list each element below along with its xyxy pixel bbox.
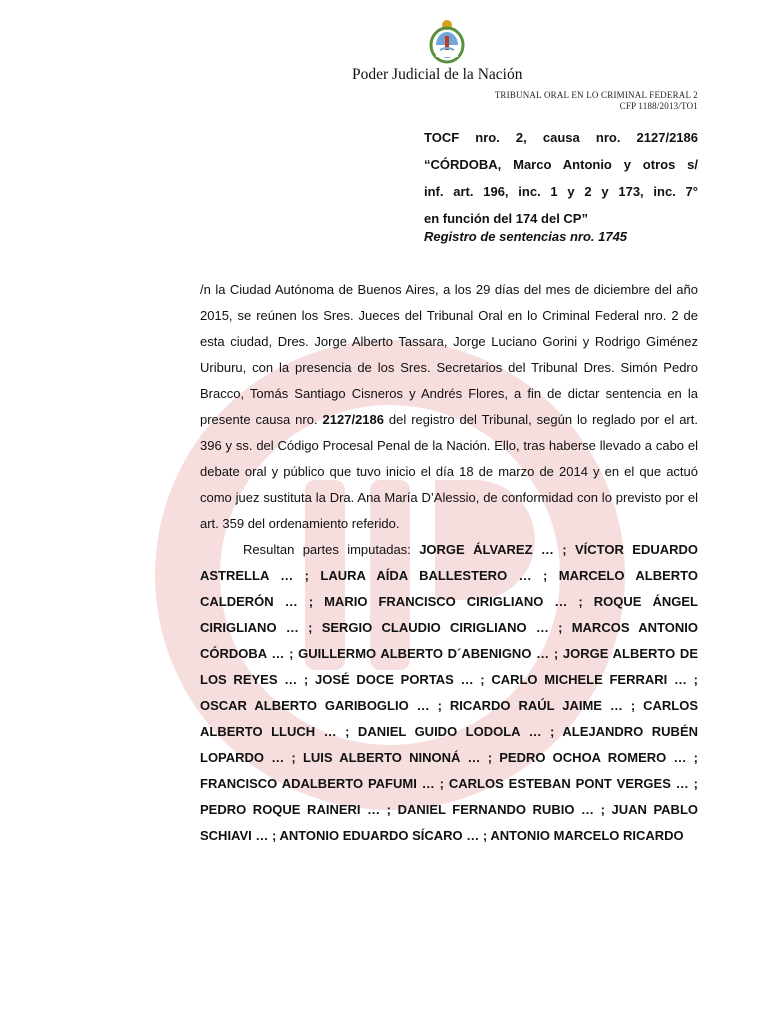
case-caption bbox=[424, 124, 698, 232]
registry-number: Registro de sentencias nro. 1745 bbox=[424, 229, 628, 244]
case-caption-line: inf. art. 196, inc. 1 y 2 y 173, inc. 7° bbox=[424, 184, 698, 199]
tribunal-name: TRIBUNAL ORAL EN LO CRIMINAL FEDERAL 2 bbox=[494, 90, 698, 100]
opening-paragraph bbox=[200, 277, 698, 537]
paragraph-text: del registro del Tribunal, según lo reglado por el art. 396 y ss. del Código Procesal Penal de la Nación. Ello, tras haberse llevado a cabo el debate oral y público que tuvo inicio el día 18 de marzo de 2014 y en el que actuó como juez sustituta la Dra. Ana María D’Alessio, de conformidad con lo previsto por el art. 359 del ordenamiento referido. bbox=[200, 412, 698, 531]
paragraph-text: /n la Ciudad Autónoma de Buenos Aires, a los 29 días del mes de diciembre del año 2015, se reúnen los Sres. Jueces del Tribunal Oral en lo Criminal Federal nro. 2 de esta ciudad, Dres. Jorge Alberto Tassara, Jorge Luciano Gorini y Rodrigo Giménez Uriburu, con la presencia de los Sres. Secretarios del Tribunal Dres. Simón Pedro Bracco, Tomás Santiago Cisneros y Andrés Flores, a fin de dictar sentencia en la presente causa nro. bbox=[200, 282, 698, 427]
defendants-list: JORGE ÁLVAREZ … ; VÍCTOR EDUARDO ASTRELLA … ; LAURA AÍDA BALLESTERO … ; MARCELO ALBERTO CALDERÓN … ; MARIO FRANCISCO CIRIGLIANO … ; ROQUE ÁNGEL CIRIGLIANO … ; SERGIO CLAUDIO CIRIGLIANO … ; MARCOS ANTONIO CÓRDOBA … ; GUILLERMO ALBERTO D´ABENIGNO … ; JORGE ALBERTO DE LOS REYES … ; JOSÉ DOCE PORTAS … ; CARLO MICHELE FERRARI … ; OSCAR ALBERTO GARIBOGLIO … ; RICARDO RAÚL JAIME … ; CARLOS ALBERTO LLUCH … ; DANIEL GUIDO LODOLA … ; ALEJANDRO RUBÉN LOPARDO … ; LUIS ALBERTO NINONÁ … ; PEDRO OCHOA ROMERO … ; FRANCISCO ADALBERTO PAFUMI … ; CARLOS ESTEBAN PONT VERGES … ; PEDRO ROQUE RAINERI … ; DANIEL FERNANDO RUBIO … ; JUAN PABLO SCHIAVI … ; ANTONIO EDUARDO SÍCARO … ; ANTONIO MARCELO RICARDO bbox=[200, 542, 698, 843]
file-code: CFP 1188/2013/TO1 bbox=[619, 101, 698, 111]
sentence-body bbox=[200, 277, 698, 849]
case-caption-line: en función del 174 del CP” bbox=[424, 211, 588, 226]
coat-of-arms-icon bbox=[428, 18, 466, 64]
case-caption-line: TOCF nro. 2, causa nro. 2127/2186 bbox=[424, 130, 698, 145]
defendants-intro: Resultan partes imputadas: bbox=[243, 542, 420, 557]
case-number: 2127/2186 bbox=[322, 412, 384, 427]
defendants-paragraph bbox=[200, 537, 698, 849]
case-caption-line: “CÓRDOBA, Marco Antonio y otros s/ bbox=[424, 157, 698, 172]
court-name: Poder Judicial de la Nación bbox=[352, 66, 523, 83]
